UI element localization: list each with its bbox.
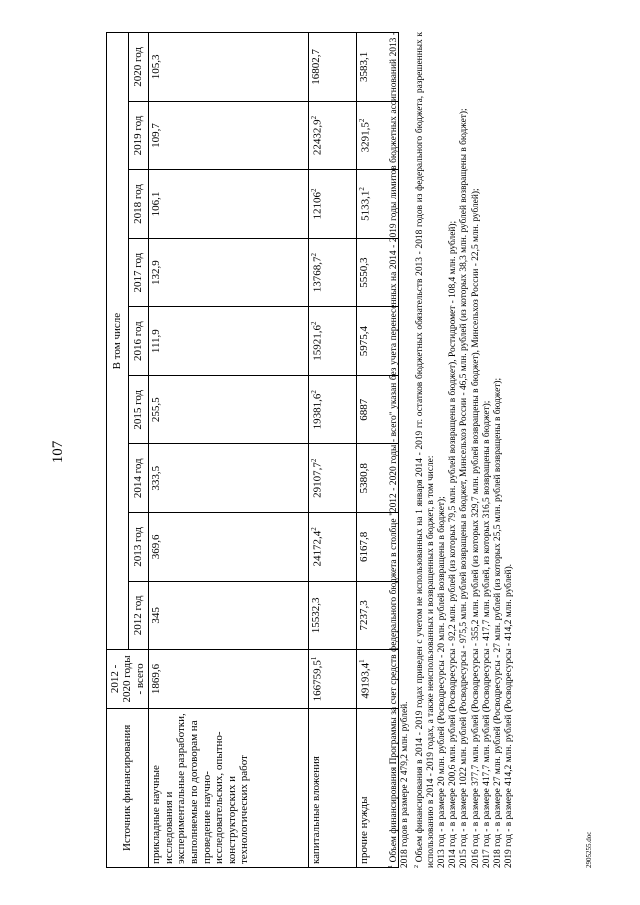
cell-value: 15921,6 bbox=[311, 325, 324, 361]
total-header: 2012 - 2020 годы - всего bbox=[107, 650, 149, 708]
cell-value: 111,9 bbox=[150, 329, 162, 354]
footnote-ref: 2 bbox=[310, 115, 318, 120]
table-cell bbox=[149, 581, 309, 650]
table-cell bbox=[149, 375, 309, 444]
table-cell bbox=[149, 513, 309, 582]
document-code: 2905255.doc bbox=[585, 831, 593, 868]
footnote-ref: 2 bbox=[310, 188, 318, 193]
footnote-ref: 2 bbox=[310, 458, 318, 463]
table-cell bbox=[149, 650, 309, 708]
table-cell bbox=[309, 581, 357, 650]
cell-value: 3583,1 bbox=[358, 51, 370, 82]
cell-value: 5550,3 bbox=[358, 257, 370, 288]
cell-value: 19381,6 bbox=[311, 393, 324, 430]
cell-value: 345 bbox=[150, 607, 162, 624]
cell-value: 106,1 bbox=[150, 191, 162, 217]
cell-value: 105,3 bbox=[150, 54, 162, 80]
row-label: капитальные вложения bbox=[309, 708, 357, 867]
footnote-2-mark: 2 bbox=[413, 865, 420, 868]
year-header: 2017 год bbox=[129, 238, 149, 307]
rotated-landscape-content bbox=[102, 32, 570, 868]
table-cell bbox=[309, 238, 357, 307]
cell-value: 29107,7 bbox=[311, 462, 324, 498]
cell-value: 5133,1 bbox=[359, 190, 372, 221]
table-cell bbox=[309, 170, 357, 239]
footnote-2 bbox=[412, 32, 438, 868]
table-cell bbox=[149, 33, 309, 102]
table-cell bbox=[309, 307, 357, 376]
footnote-ref: 2 bbox=[310, 321, 318, 326]
table-cell bbox=[149, 307, 309, 376]
footnote-2-text: Объем финансирования в 2014 - 2019 годах приведен с учетом не использованных на 1 января 2014 - 2019 гг. остатков бюджетных обязательств 2013 - 2018 годов из федерального бюджета, разрешенных к использованию в 2014 - 2019 годах, а также неиспользованных и возвращенных в бюджет, в том числе: bbox=[414, 32, 436, 868]
table-cell bbox=[309, 375, 357, 444]
table-cell bbox=[309, 444, 357, 513]
table-cell bbox=[149, 101, 309, 170]
table-cell bbox=[149, 238, 309, 307]
cell-value: 109,7 bbox=[150, 123, 162, 148]
footnote-ref: 1 bbox=[358, 659, 366, 663]
cell-value: 333,5 bbox=[150, 465, 162, 491]
in-that-number-header: В том числе bbox=[107, 33, 129, 650]
cell-value: 5380,8 bbox=[358, 463, 370, 494]
table-header bbox=[107, 33, 149, 868]
cell-value: 24172,4 bbox=[311, 530, 324, 567]
page-number: 107 bbox=[50, 440, 66, 464]
footnote-ref: 2 bbox=[310, 390, 318, 394]
footnote-ref: 2 bbox=[358, 118, 366, 123]
year-header: 2013 год bbox=[129, 513, 149, 582]
footnote-1 bbox=[386, 32, 412, 868]
row-label: прочие нужды bbox=[357, 708, 399, 867]
source-header: Источник финансирования bbox=[107, 708, 149, 867]
cell-value: 369,6 bbox=[150, 534, 162, 560]
table-cell bbox=[309, 650, 357, 708]
year-header: 2012 год bbox=[129, 581, 149, 650]
cell-value: 3291,5 bbox=[359, 122, 372, 153]
footnote-line: 2015 год - в размере 1022 млн. рублей (Росводресурсы - 975,5 млн. рублей возвращены в бюджет, Минсельхоз России - 46,5 млн. рублей (из которых 38,3 млн. рублей возвращены в бюджет); bbox=[459, 108, 470, 868]
year-header: 2019 год bbox=[129, 101, 149, 170]
footnote-line: 2018 год - в размере 27 млн. рублей (Росводресурсы - 27 млн. рублей (из которых 25,5 млн. рублей возвращены в бюджет); bbox=[493, 377, 504, 868]
footnote-ref: 2 bbox=[310, 527, 318, 531]
footnote-line: 2017 год - в размере 417,7 млн. рублей (Росводресурсы - 417,7 млн. рублей, из которых 316,5 возвращены в бюджет); bbox=[481, 400, 492, 868]
cell-value: 6887 bbox=[358, 398, 370, 421]
table-cell bbox=[149, 444, 309, 513]
footnote-ref: 2 bbox=[358, 187, 366, 191]
footnotes bbox=[386, 32, 515, 868]
cell-value: 16802,7 bbox=[310, 48, 322, 85]
table-cell bbox=[149, 170, 309, 239]
year-header: 2014 год bbox=[129, 444, 149, 513]
year-header: 2018 год bbox=[129, 170, 149, 239]
cell-value: 7237,3 bbox=[358, 600, 370, 631]
year-header: 2020 год bbox=[129, 33, 149, 102]
cell-value: 49193,4 bbox=[359, 662, 372, 699]
footnote-line: 2019 год - в размере 414,2 млн. рублей (Росводресурсы - 414,2 млн. рублей). bbox=[504, 563, 515, 868]
cell-value: 255,5 bbox=[150, 397, 162, 423]
footnote-line: 2013 год - в размере 20 млн. рублей (Росводресурсы - 20 млн. рублей возвращены в бюджет); bbox=[437, 496, 448, 868]
financing-table bbox=[106, 32, 399, 868]
cell-value: 6167,8 bbox=[358, 531, 370, 562]
footnote-year-lines bbox=[437, 32, 515, 868]
footnote-1-text: Объем финансирования Программы за счет средств федерального бюджета в столбце "2012 - 2020 годы - всего" указан без учета перенесенных на 2014 - 2019 годы лимитов бюджетных ассигнований 2013 - 2018 годов в размере 2 479,2 млн. рублей. bbox=[389, 31, 411, 868]
year-header: 2016 год bbox=[129, 307, 149, 376]
footnote-line: 2016 год - в размере 377,7 млн. рублей (Росводресурсы - 355,2 млн. рублей (из которых 329,7 млн. рублей возвращены в бюджет), Минсельхоз России - 22,5 млн. рублей); bbox=[470, 188, 481, 868]
footnote-ref: 2 bbox=[310, 252, 318, 257]
table-row bbox=[149, 33, 309, 868]
cell-value: 1869,6 bbox=[150, 663, 162, 695]
cell-value: 132,9 bbox=[150, 260, 162, 285]
year-header: 2015 год bbox=[129, 375, 149, 444]
cell-value: 12106 bbox=[311, 192, 324, 220]
table-body bbox=[149, 33, 399, 868]
cell-value: 15532,3 bbox=[310, 597, 322, 634]
cell-value: 166759,5 bbox=[311, 660, 324, 702]
row-label: прикладные научные исследования и экспериментальные разработки, выполняемые по договорам на проведение научно-исследовательских, опытно-конструкторских и технологических работ bbox=[149, 708, 309, 867]
footnote-line: 2014 год - в размере 200,6 млн. рублей (Росводресурсы - 92,2 млн. рублей (из которых 79,5 млн. рублей возвращены в бюджет), Ростидромет - 108,4 млн. рублей); bbox=[448, 220, 459, 868]
table-cell bbox=[309, 513, 357, 582]
cell-value: 5975,4 bbox=[358, 326, 370, 357]
cell-value: 22432,9 bbox=[311, 119, 324, 156]
cell-value: 13768,7 bbox=[311, 256, 324, 293]
footnote-1-mark: 1 bbox=[388, 865, 394, 868]
footnote-ref: 1 bbox=[310, 656, 318, 661]
table-cell bbox=[309, 33, 357, 102]
table-cell bbox=[309, 101, 357, 170]
table-row bbox=[309, 33, 357, 868]
